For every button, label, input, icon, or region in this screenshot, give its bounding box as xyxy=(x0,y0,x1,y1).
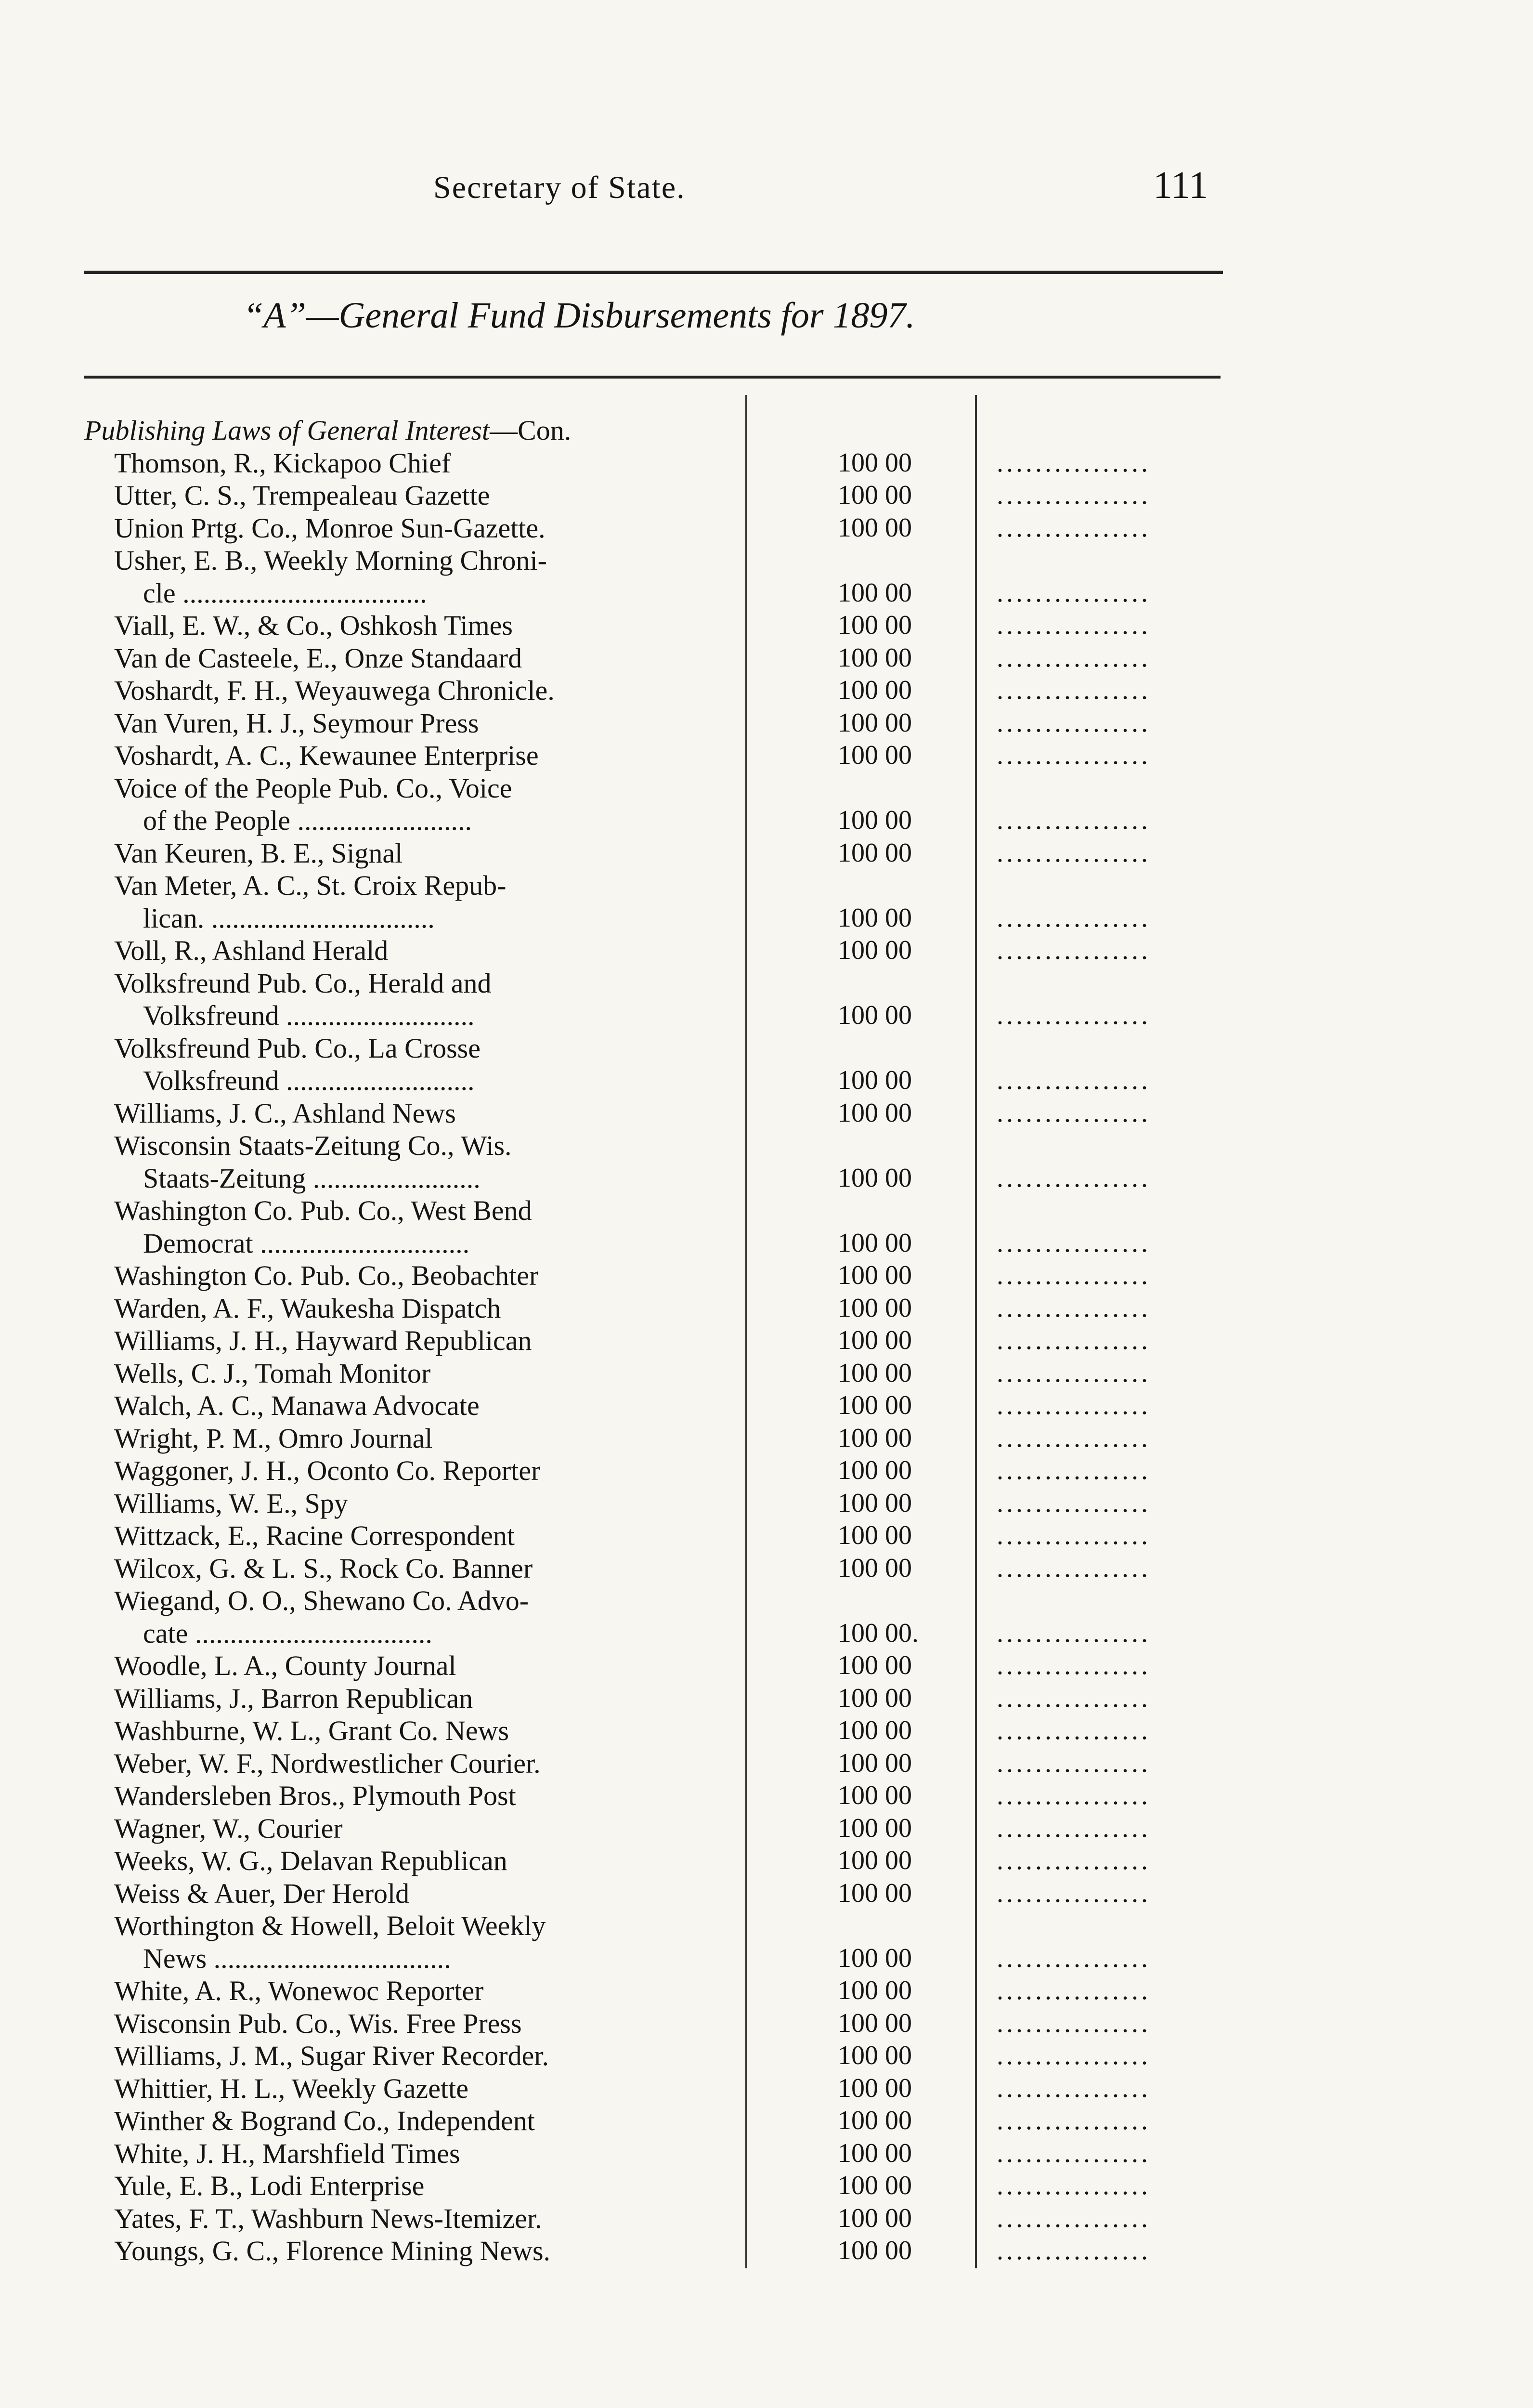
table-row xyxy=(84,1259,1269,1292)
table-row xyxy=(84,1845,1269,1877)
table-row xyxy=(84,2072,1269,2105)
table-row xyxy=(84,967,1269,1032)
table-row xyxy=(84,739,1269,772)
amount: 100 00 xyxy=(838,577,912,608)
dot-leader: ................ xyxy=(997,740,1151,770)
section-heading-row xyxy=(84,414,1269,447)
payee-name: Whittier, H. L., Weekly Gazette xyxy=(114,2072,468,2104)
payee-name: Winther & Bogrand Co., Independent xyxy=(114,2105,535,2136)
payee-name: Williams, J. M., Sugar River Recorder. xyxy=(114,2040,549,2071)
table-row xyxy=(84,1032,1269,1097)
amount: 100 00 xyxy=(838,1163,912,1193)
table-row xyxy=(84,772,1269,837)
dot-leader: ................ xyxy=(997,1813,1151,1843)
amount: 100 00 xyxy=(838,1943,912,1973)
payee-name: Van Meter, A. C., St. Croix Repub- lican. ................................ xyxy=(114,870,507,934)
payee-name: Van de Casteele, E., Onze Standaard xyxy=(114,642,522,674)
dot-leader: ................ xyxy=(997,1878,1151,1908)
dot-leader: ................ xyxy=(997,1943,1151,1973)
amount: 100 00 xyxy=(838,1715,912,1745)
dot-leader: ................ xyxy=(997,1390,1151,1420)
dot-leader: ................ xyxy=(997,935,1151,965)
payee-name: Wisconsin Pub. Co., Wis. Free Press xyxy=(114,2007,522,2039)
table-row xyxy=(84,609,1269,642)
payee-name: Worthington & Howell, Beloit Weekly News .................................. xyxy=(114,1910,546,1974)
amount: 100 00 xyxy=(838,1325,912,1355)
table-row xyxy=(84,1129,1269,1194)
amount: 100 00 xyxy=(838,2041,912,2070)
payee-name: Washington Co. Pub. Co., Beobachter xyxy=(114,1260,539,1291)
dot-leader: ................ xyxy=(997,1618,1151,1648)
amount: 100 00 xyxy=(838,1260,912,1290)
amount: 100 00 xyxy=(838,1845,912,1875)
payee-name: Wright, P. M., Omro Journal xyxy=(114,1422,433,1454)
dot-leader: ................ xyxy=(997,1098,1151,1128)
dot-leader: ................ xyxy=(997,1553,1151,1583)
dot-leader: ................ xyxy=(997,2138,1151,2168)
dot-leader: ................ xyxy=(997,2203,1151,2233)
dot-leader: ................ xyxy=(997,2171,1151,2200)
payee-name: Voshardt, A. C., Kewaunee Enterprise xyxy=(114,740,539,771)
dot-leader: ................ xyxy=(997,1325,1151,1355)
dot-leader: ................ xyxy=(997,642,1151,673)
amount: 100 00 xyxy=(838,1683,912,1713)
table-row xyxy=(84,1747,1269,1780)
amount: 100 00 xyxy=(838,610,912,640)
dot-leader: ................ xyxy=(997,2041,1151,2070)
amount: 100 00 xyxy=(838,1520,912,1550)
dot-leader: ................ xyxy=(997,805,1151,835)
dot-leader: ................ xyxy=(997,480,1151,510)
payee-name: Washington Co. Pub. Co., West Bend Democrat .............................. xyxy=(114,1195,532,1259)
table-row xyxy=(84,1519,1269,1552)
payee-name: Wittzack, E., Racine Correspondent xyxy=(114,1520,515,1551)
amount: 100 00 xyxy=(838,805,912,835)
dot-leader: ................ xyxy=(997,1455,1151,1485)
dot-leader: ................ xyxy=(997,1065,1151,1095)
dot-leader: ................ xyxy=(997,2106,1151,2135)
amount: 100 00 xyxy=(838,2171,912,2200)
table-row xyxy=(84,512,1269,545)
table-row xyxy=(84,1552,1269,1585)
amount: 100 00 xyxy=(838,1390,912,1420)
amount: 100 00 xyxy=(838,903,912,933)
amount: 100 00 xyxy=(838,447,912,478)
dot-leader: ................ xyxy=(997,1228,1151,1258)
amount: 100 00 xyxy=(838,1650,912,1680)
amount: 100 00 xyxy=(838,740,912,770)
table-row xyxy=(84,1682,1269,1715)
amount: 100 00 xyxy=(838,2073,912,2103)
payee-name: Weber, W. F., Nordwestlicher Courier. xyxy=(114,1747,541,1779)
amount: 100 00 xyxy=(838,512,912,543)
payee-name: Waggoner, J. H., Oconto Co. Reporter xyxy=(114,1455,541,1486)
dot-leader: ................ xyxy=(997,1976,1151,2005)
dot-leader: ................ xyxy=(997,903,1151,933)
amount: 100 00 xyxy=(838,1293,912,1323)
table-row xyxy=(84,544,1269,609)
table-row xyxy=(84,707,1269,740)
payee-name: Voshardt, F. H., Weyauwega Chronicle. xyxy=(114,675,555,706)
table-row xyxy=(84,1877,1269,1910)
disbursement-table xyxy=(84,414,1269,2267)
payee-name: Williams, J. C., Ashland News xyxy=(114,1097,456,1129)
amount: 100 00 xyxy=(838,935,912,965)
payee-name: White, J. H., Marshfield Times xyxy=(114,2137,460,2169)
payee-name: Van Keuren, B. E., Signal xyxy=(114,837,403,869)
amount: 100 00 xyxy=(838,2236,912,2265)
dot-leader: ................ xyxy=(997,1650,1151,1680)
table-row xyxy=(84,447,1269,480)
table-row xyxy=(84,479,1269,512)
table-row xyxy=(84,1292,1269,1325)
amount: 100 00 xyxy=(838,1780,912,1810)
payee-name: Volksfreund Pub. Co., La Crosse Volksfreund ........................... xyxy=(114,1032,481,1096)
dot-leader: ................ xyxy=(997,447,1151,478)
running-head: Secretary of State. xyxy=(433,170,686,205)
amount: 100 00 xyxy=(838,480,912,510)
payee-name: Wagner, W., Courier xyxy=(114,1812,343,1844)
section-label: Publishing Laws of General Interest xyxy=(84,415,490,446)
table-row xyxy=(84,1975,1269,2007)
table-row xyxy=(84,642,1269,675)
table-row xyxy=(84,869,1269,934)
table-row xyxy=(84,934,1269,967)
payee-name: Warden, A. F., Waukesha Dispatch xyxy=(114,1292,501,1324)
amount: 100 00 xyxy=(838,1976,912,2005)
dot-leader: ................ xyxy=(997,707,1151,738)
dot-leader: ................ xyxy=(997,610,1151,640)
payee-name: Youngs, G. C., Florence Mining News. xyxy=(114,2235,551,2266)
payee-name: Union Prtg. Co., Monroe Sun-Gazette. xyxy=(114,512,546,544)
table-row xyxy=(84,1910,1269,1975)
dot-leader: ................ xyxy=(997,1845,1151,1875)
dot-leader: ................ xyxy=(997,1683,1151,1713)
dot-leader: ................ xyxy=(997,1423,1151,1453)
payee-name: Williams, J. H., Hayward Republican xyxy=(114,1325,532,1356)
payee-name: Wisconsin Staats-Zeitung Co., Wis. Staats-Zeitung ........................ xyxy=(114,1130,512,1194)
dot-leader: ................ xyxy=(997,577,1151,608)
table-row xyxy=(84,1389,1269,1422)
section-heading xyxy=(84,414,746,447)
table-row xyxy=(84,1812,1269,1845)
payee-name: Van Vuren, H. J., Seymour Press xyxy=(114,707,479,739)
amount: 100 00 xyxy=(838,1748,912,1778)
amount: 100 00 xyxy=(838,1358,912,1388)
dot-leader: ................ xyxy=(997,675,1151,705)
title-rule-bottom xyxy=(84,376,1221,379)
amount: 100 00 xyxy=(838,1488,912,1518)
amount: 100 00 xyxy=(838,642,912,673)
dot-leader: ................ xyxy=(997,1488,1151,1518)
dot-leader: ................ xyxy=(997,1748,1151,1778)
amount: 100 00 xyxy=(838,707,912,738)
table-row xyxy=(84,2235,1269,2267)
dot-leader: ................ xyxy=(997,512,1151,543)
table-row xyxy=(84,2007,1269,2040)
dot-leader: ................ xyxy=(997,1000,1151,1030)
amount: 100 00 xyxy=(838,1065,912,1095)
table-row xyxy=(84,1324,1269,1357)
table-row xyxy=(84,1714,1269,1747)
payee-name: White, A. R., Wonewoc Reporter xyxy=(114,1975,484,2006)
section-suffix: —Con. xyxy=(490,415,572,446)
payee-name: Weeks, W. G., Delavan Republican xyxy=(114,1845,507,1876)
table-row xyxy=(84,837,1269,870)
amount: 100 00 xyxy=(838,2008,912,2038)
table-row xyxy=(84,674,1269,707)
payee-name: Yates, F. T., Washburn News-Itemizer. xyxy=(114,2202,542,2234)
dot-leader: ................ xyxy=(997,1260,1151,1290)
table-row xyxy=(84,1097,1269,1130)
amount: 100 00 xyxy=(838,2203,912,2233)
table-title: “A”—General Fund Disbursements for 1897. xyxy=(243,295,915,336)
amount: 100 00 xyxy=(838,1553,912,1583)
table-row xyxy=(84,2137,1269,2170)
dot-leader: ................ xyxy=(997,2073,1151,2103)
payee-name: Utter, C. S., Trempealeau Gazette xyxy=(114,480,490,511)
table-row xyxy=(84,2040,1269,2072)
table-row xyxy=(84,1584,1269,1649)
table-row xyxy=(84,2202,1269,2235)
amount: 100 00 xyxy=(838,1878,912,1908)
amount: 100 00 xyxy=(838,1423,912,1453)
payee-name: Voll, R., Ashland Herald xyxy=(114,935,389,966)
page-number: 111 xyxy=(1153,164,1208,207)
payee-name: Thomson, R., Kickapoo Chief xyxy=(114,447,451,479)
amount: 100 00 xyxy=(838,2106,912,2135)
title-rule-top xyxy=(84,271,1223,274)
amount: 100 00. xyxy=(838,1618,919,1648)
payee-name: Yule, E. B., Lodi Enterprise xyxy=(114,2170,425,2201)
amount: 100 00 xyxy=(838,1098,912,1128)
amount: 100 00 xyxy=(838,1813,912,1843)
payee-name: Williams, W. E., Spy xyxy=(114,1487,348,1519)
dot-leader: ................ xyxy=(997,1520,1151,1550)
payee-name: Williams, J., Barron Republican xyxy=(114,1682,473,1714)
payee-name: Wells, C. J., Tomah Monitor xyxy=(114,1357,431,1389)
table-row xyxy=(84,1649,1269,1682)
payee-name: Wilcox, G. & L. S., Rock Co. Banner xyxy=(114,1552,533,1584)
dot-leader: ................ xyxy=(997,1358,1151,1388)
payee-name: Volksfreund Pub. Co., Herald and Volksfreund ........................... xyxy=(114,967,492,1031)
table-row xyxy=(84,1357,1269,1390)
amount: 100 00 xyxy=(838,1455,912,1485)
amount: 100 00 xyxy=(838,2138,912,2168)
payee-name: Weiss & Auer, Der Herold xyxy=(114,1877,410,1909)
table-row xyxy=(84,1780,1269,1812)
dot-leader: ................ xyxy=(997,1715,1151,1745)
payee-name: Viall, E. W., & Co., Oshkosh Times xyxy=(114,610,513,641)
payee-name: Wiegand, O. O., Shewano Co. Advo- cate .................................. xyxy=(114,1585,529,1649)
payee-name: Walch, A. C., Manawa Advocate xyxy=(114,1390,480,1421)
amount: 100 00 xyxy=(838,1228,912,1258)
amount: 100 00 xyxy=(838,838,912,868)
dot-leader: ................ xyxy=(997,2008,1151,2038)
table-row xyxy=(84,1422,1269,1455)
dot-leader: ................ xyxy=(997,1163,1151,1193)
payee-name: Woodle, L. A., County Journal xyxy=(114,1650,456,1681)
payee-name: Washburne, W. L., Grant Co. News xyxy=(114,1715,509,1746)
table-row xyxy=(84,1454,1269,1487)
table-row xyxy=(84,1194,1269,1259)
payee-name: Wandersleben Bros., Plymouth Post xyxy=(114,1780,516,1811)
payee-name: Voice of the People Pub. Co., Voice of the People ......................... xyxy=(114,772,512,836)
dot-leader: ................ xyxy=(997,838,1151,868)
dot-leader: ................ xyxy=(997,1293,1151,1323)
amount: 100 00 xyxy=(838,675,912,705)
table-row xyxy=(84,1487,1269,1520)
dot-leader: ................ xyxy=(997,2236,1151,2265)
table-row xyxy=(84,2170,1269,2202)
payee-name: Usher, E. B., Weekly Morning Chroni- cle ................................... xyxy=(114,545,547,609)
amount: 100 00 xyxy=(838,1000,912,1030)
table-row xyxy=(84,2105,1269,2137)
dot-leader: ................ xyxy=(997,1780,1151,1810)
